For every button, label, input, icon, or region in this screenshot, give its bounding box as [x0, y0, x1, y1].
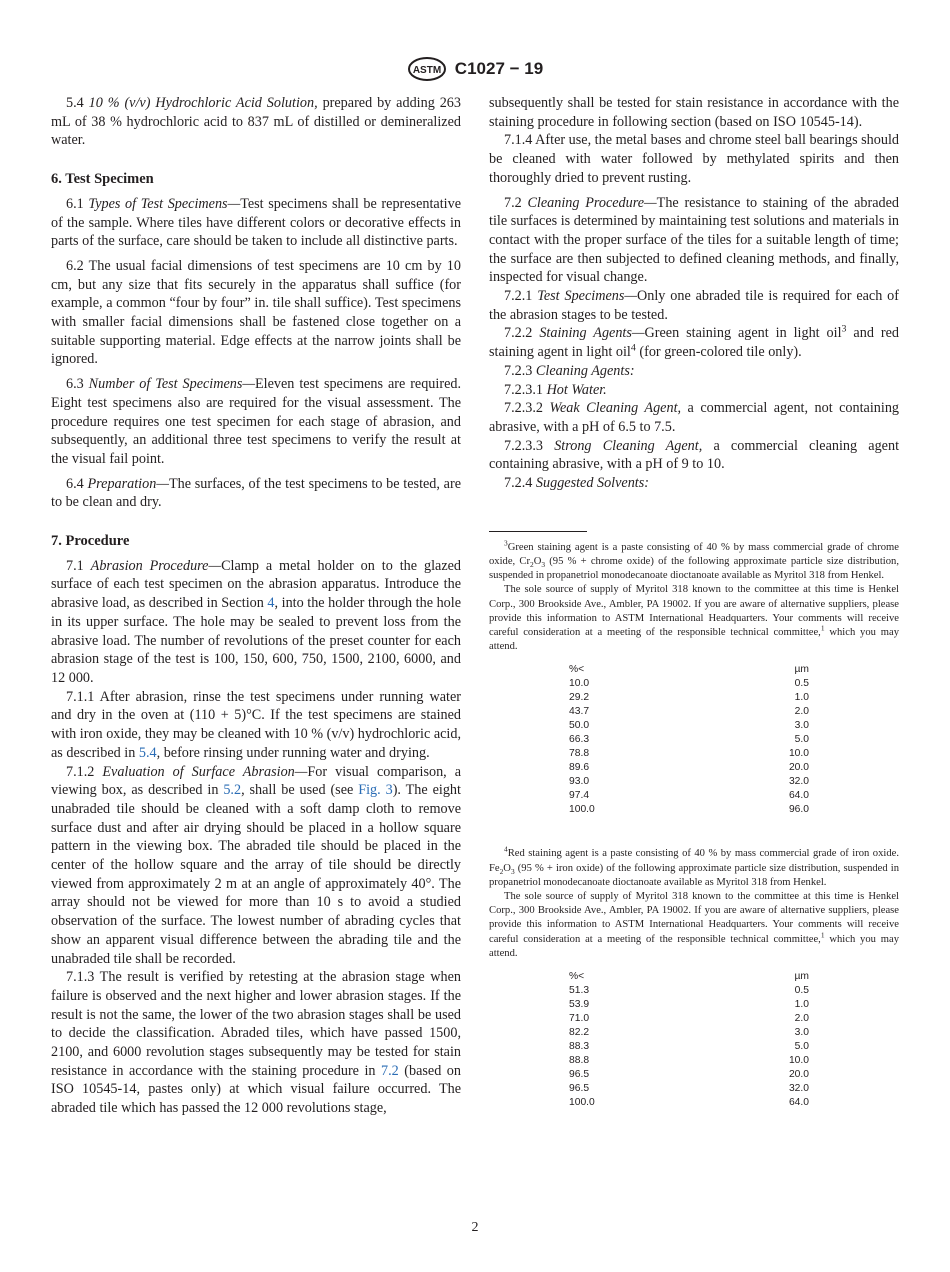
page-header: [0, 56, 950, 82]
svg-text:ASTM: ASTM: [412, 65, 441, 76]
fig-3-link[interactable]: Fig. 3: [358, 782, 393, 799]
para-7-2-1: 7.2.1 Test Specimens—Only one abraded tile is required for each of the abrasion stages to be tested.: [489, 288, 900, 323]
section-7-2-link[interactable]: 7.2: [381, 1062, 399, 1079]
page-number: 2: [471, 1220, 479, 1235]
table-row: 66.3 5.0: [569, 734, 809, 746]
table-row: 71.0 2.0: [569, 1013, 809, 1025]
table-row: 96.5 32.0: [569, 1083, 809, 1095]
right-column: [489, 94, 899, 1110]
section-5-4-link[interactable]: 5.4: [138, 744, 157, 761]
para-6-1: 6.1 Types of Test Specimens—Test specimens shall be representative of the sample. Where tiles have different colors or decorative effects in parts of the surface, care should be taken to include all distinctive parts.: [51, 195, 461, 250]
para-7-2-3: 7.2.3 Cleaning Agents:: [504, 362, 635, 379]
para-6-2: 6.2 The usual facial dimensions of test specimens are 10 cm by 10 cm, but any size that fits securely in the apparatus shall suffice (for example, a common “four by four” in. tile shall suffice). Test specimens with smaller facial dimensions shall be fastened close together on a suitable supporting material. Edge effects at the narrow joints shall be ignored.: [51, 257, 461, 368]
para-7-1-4: 7.1.4 After use, the metal bases and chrome steel ball bearings should be cleaned with water followed by methylated spirits and then thoroughly dried to prevent rusting.: [489, 132, 899, 186]
table-row: 53.9 1.0: [569, 999, 809, 1011]
para-7-1-1: 7.1.1 After abrasion, rinse the test specimens under running water and dry in the oven at (110 + 5)°C. If the test specimens are stained with iron oxide, they may be cleaned with 10 % (v/v) hydrochloric acid, as described in 5.4, before rinsing under running water and drying.: [51, 688, 461, 761]
table-row: 29.2 1.0: [569, 692, 809, 704]
table-row: 100.0 64.0: [569, 1097, 809, 1109]
para-7-2-2: 7.2.2 Staining Agents—Green staining agent in light oil$^3$ and red staining agent in light oil$^4$ (for green-colored tile only).: [489, 323, 899, 361]
table-row: 51.3 0.5: [569, 985, 809, 997]
table-row: 10.0 0.5: [569, 678, 809, 690]
para-7-2-3-1: 7.2.3.1 Hot Water.: [504, 381, 607, 398]
table-row: 43.7 2.0: [569, 706, 809, 718]
table-row: 97.4 64.0: [569, 790, 809, 802]
para-7-2: 7.2 Cleaning Procedure—The resistance to staining of the abraded tile surfaces is determined by maintaining test solutions and materials in contact with the proper surface of the tiles for a suitable length of time; the surface are then subjected to defined cleaning methods, and finally, inspected for visual change.: [489, 194, 900, 286]
footnote-4: $^4$Red staining agent is a paste consisting of 40 % by mass commercial grade of iron oxide. $Fe_2O_3$ (95 % + iron oxide) of the following approximate particle size distribution, suspended in propanetriol monodecanoate dioctanoate available as Myritol 318 from Henkel. The sole source of supply of Myritol 318 known to the committee at this time is Henkel Corp., 300 Brookside Ave., Ambler, PA 19002. If you are aware of alternative suppliers, please provide this information to ASTM International Headquarters. Your comments will receive careful consideration at a meeting of the responsible technical committee,$^1$ which you may attend.: [489, 844, 899, 959]
para-5-4: 5.4 10 % (v/v) Hydrochloric Acid Solution, prepared by adding 263 mL of 38 % hydrochloric acid to 837 mL of distilled or demineralized water.: [51, 95, 461, 149]
para-7-2-3-2: 7.2.3.2 Weak Cleaning Agent, a commercial agent, not containing abrasive, with a pH of 6.5 to 7.5.: [489, 400, 900, 435]
table-header-row: %< µm: [569, 971, 809, 983]
para-6-4: 6.4 Preparation—The surfaces, of the test specimens to be tested, are to be clean and dry.: [51, 475, 462, 511]
table-row: 50.0 3.0: [569, 720, 809, 732]
para-7-1-2: 7.1.2 Evaluation of Surface Abrasion—For visual comparison, a viewing box, as described in 5.2, shall be used (see Fig. 3). The eight unabraded tile should be cleaned with a soft damp cloth to remove surface dust and after air drying should be placed in a hollow square pattern in the viewing box. The abraded tile should be placed in the center of the hollow square and the array of tile should be directly viewed from approximately 2 m at an angle of approximately 40°. The array should not be viewed for more than 10 s to avoid a studied observation of the surface. The lowest number of abrading cycles that show an apparent visual difference between the abrading tile and the unabraded tile shall be recorded.: [51, 763, 462, 967]
para-7-1: 7.1 Abrasion Procedure—Clamp a metal holder on to the glazed surface of each test specimen on the abrasion apparatus. Introduce the abrasive load, as described in Section 4, into the holder through the hole in its upper surface. The hole may be sealed to prevent loss from the abrasive load. The number of revolutions of the preset counter for each abrasion stage of the test is 100, 150, 600, 750, 1500, 2100, 6000, and 12 000.: [51, 557, 462, 686]
para-7-1-3: 7.1.3 The result is verified by retesting at the abrasion stage when failure is observed and the next higher and lower abrasion stages. If the result is not the same, the lower of the two abrasion stages shall be used to decide the classification. Abraded tiles, which have passed 1500, 2100, and 6000 revolution stages subsequently may be tested for stain resistance in accordance with the staining procedure in 7.2 (based on ISO 10545-14, pastes only) at which visual failure occurred. The abraded tile which has passed the 12 000 revolutions stage,: [51, 969, 461, 1117]
para-6-3: 6.3 Number of Test Specimens—Eleven test specimens are required. Eight test specimens also are required for the visual assessment. The procedure requires one test specimen for each stage of abrasion, and subsequently, an additional three test specimens to verify the result at the visual fail point.: [51, 376, 462, 467]
table-row: 78.8 10.0: [569, 748, 809, 760]
table-header-row: %< µm: [569, 664, 809, 676]
section-5-2-link[interactable]: 5.2: [223, 782, 242, 799]
table-row: 96.5 20.0: [569, 1069, 809, 1081]
para-7-1-3-continued: subsequently shall be tested for stain resistance in accordance with the staining procedure in following section (based on ISO 10545-14).: [489, 95, 899, 130]
table-row: 100.0 96.0: [569, 804, 809, 816]
table-row: 88.8 10.0: [569, 1055, 809, 1067]
section-4-link[interactable]: 4: [267, 595, 275, 612]
footnote-rule: [489, 531, 587, 532]
para-7-2-3-3: 7.2.3.3 Strong Cleaning Agent, a commercial cleaning agent containing abrasive, with a pH of 9 to 10.: [489, 437, 900, 473]
left-column: [51, 94, 461, 1118]
footnote-3: $^3$Green staining agent is a paste consisting of 40 % by mass commercial grade of chrome oxide, $Cr_2O_3$ (95 % + chrome oxide) of the following approximate particle size distribution, suspended in propanetriol monodecanoate dioctanoate available as Myritol 318 from Henkel. The sole source of supply of Myritol 318 known to the committee at this time is Henkel Corp., 300 Brookside Ave., Ambler, PA 19002. If you are aware of alternative suppliers, please provide this information to ASTM International Headquarters. Your comments will receive careful consideration at a meeting of the responsible technical committee,$^1$ which you may attend.: [489, 538, 899, 653]
table-row: 93.0 32.0: [569, 776, 809, 788]
particle-size-table-red: [569, 970, 809, 1110]
table-row: 89.6 20.0: [569, 762, 809, 774]
table-row: 82.2 3.0: [569, 1027, 809, 1039]
footnote-3-ref[interactable]: 3: [841, 323, 847, 335]
para-7-2-4: 7.2.4 Suggested Solvents:: [504, 475, 649, 492]
section-7-heading: 7. Procedure: [51, 533, 130, 550]
footnote-4-ref[interactable]: 4: [630, 342, 636, 354]
table-row: 88.3 5.0: [569, 1041, 809, 1053]
section-6-heading: 6. Test Specimen: [51, 171, 154, 188]
particle-size-table-green: [569, 663, 809, 817]
astm-logo-icon: [407, 56, 447, 82]
standard-id: C1027 − 19: [454, 59, 544, 78]
